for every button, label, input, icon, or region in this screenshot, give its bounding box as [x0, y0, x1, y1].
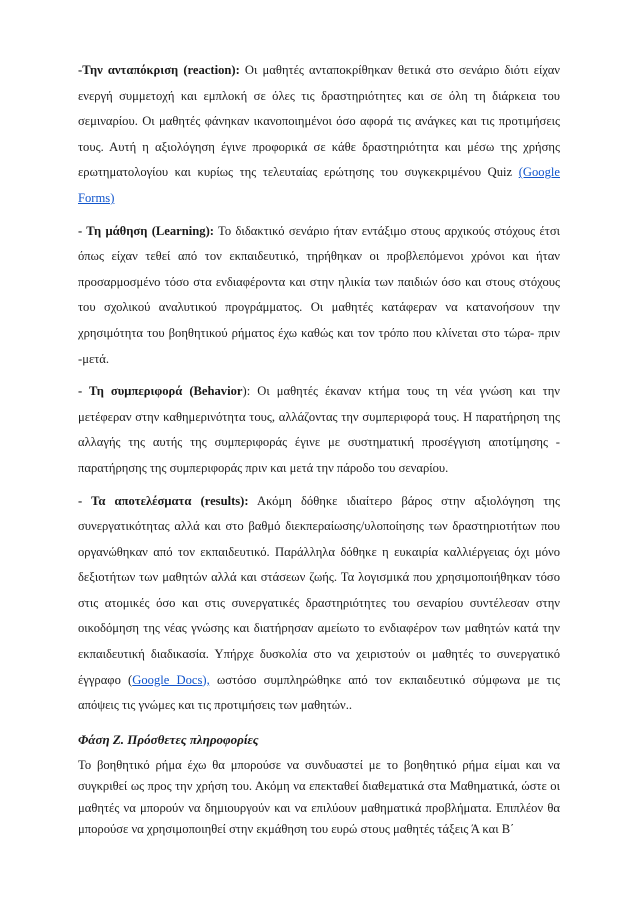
paragraph-results-text-before: Ακόμη δόθηκε ιδιαίτερο βάρος στην αξιολόγηση της συνεργατικότητας αλλά και στο βαθμό διεκπεραίωσης/υλοποίησης των δραστηριοτήτων που οργανώθηκαν από τον εκπαιδευτικό. Παράλληλα δόθηκε η ευκαιρία καλλιέργειας όχι μόνο δεξιοτήτων των μαθητών αλλά και στάσεων ζωής. Τα λογισμικά που χρησιμοποιήθηκαν τόσο στις ατομικές όσο και στις συνεργατικές δραστηριότητες του σεναρίου συντέλεσαν στην οικοδόμηση της νέας γνώσης και διατήρησαν αμείωτο το ενδιαφέρον των μαθητών κατά την εκπαιδευτική διαδικασία. Υπήρχε δυσκολία στο να χειριστούν οι μαθητές το συνεργατικό έγγραφο (: [78, 493, 560, 687]
paragraph-behavior: [78, 379, 560, 481]
paragraph-behavior-lead: - Τη συμπεριφορά (Behavior: [78, 384, 243, 399]
paragraph-reaction-text: Οι μαθητές ανταποκρίθηκαν θετικά στο σενάριο διότι είχαν ενεργή συμμετοχή και εμπλοκή σε όλες τις δραστηριότητες και σε όλη τη διάρκεια του σεμιναρίου. Οι μαθητές φάνηκαν ικανοποιημένοι όσο αφορά τις ανάγκες και τις προτιμήσεις τους. Αυτή η αξιολόγηση έγινε προφορικά σε κάθε δραστηριότητα και μέσω της χρήσης ερωτηματολογίου και κυρίως της τελευταίας ερώτησης του συγκεκριμένου Quiz: [78, 63, 560, 180]
paragraph-results: [78, 489, 560, 719]
google-docs-link[interactable]: Google Docs),: [132, 672, 210, 687]
section-heading: Φάση Ζ. Πρόσθετες πληροφορίες: [78, 731, 259, 747]
paragraph-results-lead: - Τα αποτελέσματα (results):: [78, 493, 249, 508]
paragraph-learning: [78, 219, 560, 373]
paragraph-reaction: [78, 58, 560, 212]
paragraph-reaction-lead: -Την ανταπόκριση (reaction):: [78, 63, 240, 77]
paragraph-results-text-after: ωστόσο συμπληρώθηκε από τον εκπαιδευτικό σύμφωνα με τις απόψεις τις γνώμες και τις προτιμήσεις των μαθητών..: [78, 672, 560, 713]
paragraph-behavior-text: ): Οι μαθητές έκαναν κτήμα τους τη νέα γνώση και την μετέφεραν στην καθημερινότητα τους, αλλάζοντας την συμπεριφορά τους. Η παρατήρηση της αλλαγής της αυτής της συμπεριφοράς έγινε με συστηματική προσέγγιση αποτίμησης - παρατήρησης της συμπεριφοράς πριν και μετά την πάροδο του σεναρίου.: [78, 384, 560, 475]
document-page: [78, 58, 560, 841]
google-forms-link[interactable]: (Google Forms): [78, 165, 560, 205]
paragraph-learning-text: Το διδακτικό σενάριο ήταν εντάξιμο στους αρχικούς στόχους έτσι όπως είχαν τεθεί από τον εκπαιδευτικό, τηρήθηκαν οι προβλεπόμενοι χρόνοι και ήταν προσαρμοσμένο τόσο στα ενδιαφέροντα και στην ηλικία των παιδιών όσο και στους στόχους του σχολικού αναλυτικού προγράμματος. Οι μαθητές κατάφεραν να κατανοήσουν την χρησιμότητα του βοηθητικού ρήματος έχω καθώς και τον τρόπο που κλίνεται στο τώρα- πριν -μετά.: [78, 223, 560, 366]
paragraph-learning-lead: - Τη μάθηση (Learning):: [78, 223, 214, 238]
section-paragraph: Το βοηθητικό ρήμα έχω θα μπορούσε να συνδυαστεί με το βοηθητικό ρήμα είμαι και να συγκριθεί ως προς την χρήση του. Ακόμη να επεκταθεί διαθεματικά στα Μαθηματικά, ώστε οι μαθητές να μπορούν να δημιουργούν και να επιλύουν μαθηματικά προβλήματα. Επιπλέον θα μπορούσε να χρησιμοποιηθεί στην εκμάθηση του ευρώ στους μαθητές τάξεις Ά και Β΄: [78, 757, 560, 837]
